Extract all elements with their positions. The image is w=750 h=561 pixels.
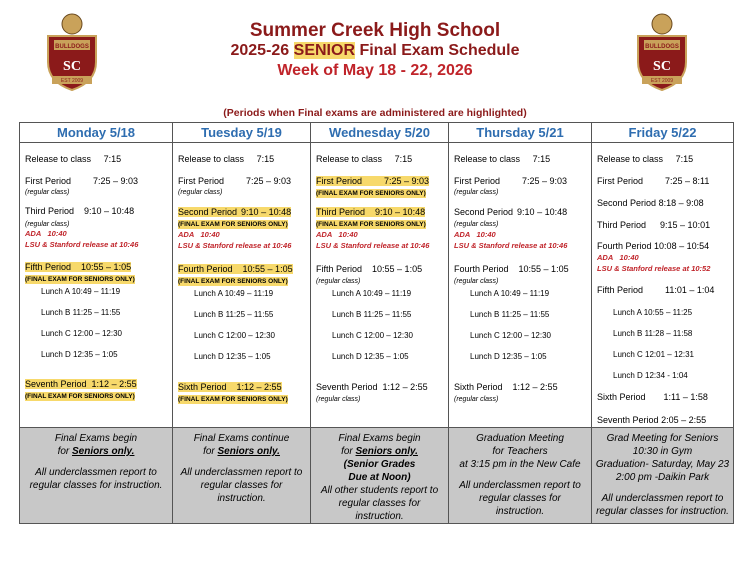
crest-left-bottom: EST 2009 [60, 78, 84, 84]
exam-week: Week of May 18 - 22, 2026 [277, 62, 473, 79]
tuesday-notes: Final Exams continue for Seniors only. All underclassmen report to regular classes for instruction. [173, 428, 311, 524]
wednesday-notes: Final Exams begin for Seniors only. (Senior Grades Due at Noon) All other students report to regular classes for instruction. [311, 428, 449, 524]
crest-right-bottom: EST 2009 [650, 78, 674, 84]
friday-schedule: Release to class 7:15 First Period 7:25 – 8:11 Second Period 8:18 – 9:08 Third Period 9:15 – 10:01 Fourth Period 10:08 – 10:54 ADA 10:40 LSU & Stanford release at 10:52 Fifth Period 11:01 – 1:04 Lunch A 10:55 – 11:25 Lunch B 11:28 – 11:58 Lunch C 12:01 – 12:31 Lunch D 12:34 - 1:04 Sixth Period 1:11 – 1:58 Seventh Period 2:05 – 2:55 [592, 143, 734, 428]
third-period-row: Third Period 9:10 – 10:48 [25, 206, 135, 216]
crest-right-top: BULLDOGS [645, 44, 679, 50]
highlight-note: (Periods when Final exams are administered are highlighted) [223, 107, 527, 119]
exam-schedule-table [19, 122, 734, 524]
day-header-friday: Friday 5/22 [592, 123, 734, 143]
fifth-period-row: Fifth Period 10:55 – 1:05 [25, 262, 132, 272]
thursday-notes: Graduation Meeting for Teachers at 3:15 pm in the New Cafe All underclassmen report to regular classes for instruction. [449, 428, 592, 524]
senior-highlight: SENIOR [293, 42, 355, 59]
school-name: Summer Creek High School [249, 20, 501, 41]
seventh-period-row: Seventh Period 1:12 – 2:55 [25, 379, 137, 389]
day-header-monday: Monday 5/18 [20, 123, 173, 143]
monday-schedule: Release to class 7:15 First Period 7:25 – 9:03 (regular class) Third Period 9:10 – 10:48 (regular class) ADA 10:40 LSU & Stanford release at 10:46 Fifth Period 10:55 – 1:05 (FINAL EXAM FOR SENIORS ONLY) Lunch A 10:49 – 11:19 Lunch B 11:25 – 11:55 Lunch C 12:00 – 12:30 Lunch D 12:35 – 1:05 Seventh Period 1:12 – 2:55 (FINAL EXAM FOR SENIORS ONLY) [20, 143, 173, 428]
crest-left-top: BULLDOGS [55, 44, 89, 50]
day-header-thursday: Thursday 5/21 [449, 123, 592, 143]
day-header-tuesday: Tuesday 5/19 [173, 123, 311, 143]
schedule-title: 2025-26 SENIOR Final Exam Schedule [230, 42, 520, 59]
wednesday-schedule: Release to class 7:15 First Period 7:25 – 9:03 (FINAL EXAM FOR SENIORS ONLY) Third Period 9:10 – 10:48 (FINAL EXAM FOR SENIORS ONLY) ADA 10:40 LSU & Stanford release at 10:46 Fifth Period 10:55 – 1:05 (regular class) Lunch A 10:49 – 11:19 Lunch B 11:25 – 11:55 Lunch C 12:00 – 12:30 Lunch D 12:35 – 1:05 Seventh Period 1:12 – 2:55 (regular class) [311, 143, 449, 428]
monday-notes: Final Exams begin for Seniors only. All underclassmen report to regular classes for instruction. [20, 428, 173, 524]
day-header-wednesday: Wednesday 5/20 [311, 123, 449, 143]
thursday-schedule: Release to class 7:15 First Period 7:25 – 9:03 (regular class) Second Period 9:10 – 10:48 (regular class) ADA 10:40 LSU & Stanford release at 10:46 Fourth Period 10:55 – 1:05 (regular class) Lunch A 10:49 – 11:19 Lunch B 11:25 – 11:55 Lunch C 12:00 – 12:30 Lunch D 12:35 – 1:05 Sixth Period 1:12 – 2:55 (regular class) [449, 143, 592, 428]
friday-notes: Grad Meeting for Seniors 10:30 in Gym Graduation- Saturday, May 23 2:00 pm -Daikin Park All underclassmen report to regular classes for instruction. [592, 428, 734, 524]
crest-right-letters: SC [653, 59, 671, 74]
first-period-row: First Period 7:25 – 9:03 [25, 176, 139, 186]
tuesday-schedule: Release to class 7:15 First Period 7:25 – 9:03 (regular class) Second Period 9:10 – 10:48 (FINAL EXAM FOR SENIORS ONLY) ADA 10:40 LSU & Stanford release at 10:46 Fourth Period 10:55 – 1:05 (FINAL EXAM FOR SENIORS ONLY) Lunch A 10:49 – 11:19 Lunch B 11:25 – 11:55 Lunch C 12:00 – 12:30 Lunch D 12:35 – 1:05 Sixth Period 1:12 – 2:55 (FINAL EXAM FOR SENIORS ONLY) [173, 143, 311, 428]
release-row: Release to class 7:15 [25, 154, 122, 164]
crest-left-letters: SC [63, 59, 81, 74]
